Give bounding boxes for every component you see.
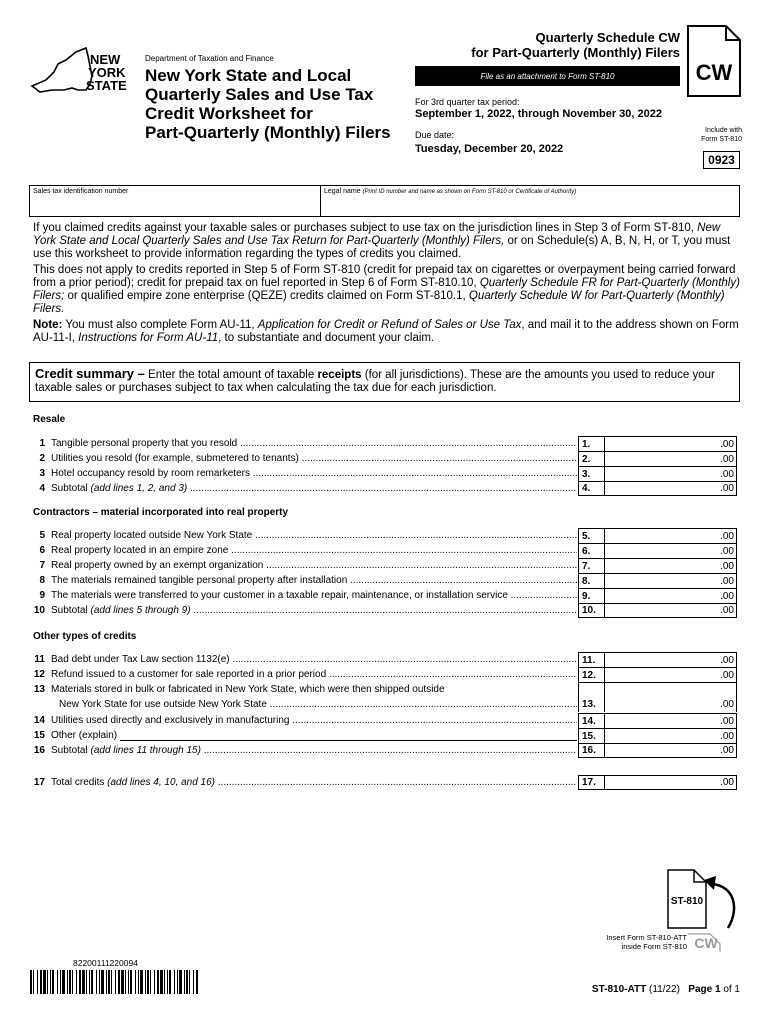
- schedule-title-line-2: for Part-Quarterly (Monthly) Filers: [471, 45, 680, 60]
- line-amount-field[interactable]: .00: [604, 652, 737, 667]
- department-name: Department of Taxation and Finance: [145, 54, 274, 63]
- line-text: The materials were transferred to your customer in a taxable repair, maintenance, or installation service: [51, 590, 508, 601]
- line-description: [51, 605, 577, 616]
- line-description: [51, 777, 577, 788]
- line-text: Utilities used directly and exclusively in manufacturing: [51, 715, 290, 726]
- line-description: [51, 560, 577, 571]
- section-heading-resale: Resale: [33, 414, 66, 425]
- line-amount-field[interactable]: .00: [604, 436, 737, 451]
- form-date: (11/22): [648, 984, 680, 995]
- line-description: [51, 453, 577, 464]
- due-date-value: Tuesday, December 20, 2022: [415, 143, 564, 155]
- line-row: [33, 588, 740, 603]
- line-row: [33, 667, 740, 682]
- section-heading-contractors: Contractors – material incorporated into real property: [33, 507, 289, 518]
- line-row: [33, 697, 740, 712]
- line-description: [51, 590, 577, 601]
- page-of: of 1: [723, 984, 740, 995]
- line-amount-field[interactable]: .00: [604, 603, 737, 618]
- line-description: [51, 684, 577, 695]
- line-note: (add lines 1, 2, and 3): [90, 483, 188, 494]
- line-row: [33, 466, 740, 481]
- line-row: [33, 728, 740, 743]
- line-box-number: 11.: [578, 652, 604, 667]
- text: Application for Credit or Refund of Sales or Use Tax: [257, 319, 522, 331]
- line-box-number: 9.: [578, 588, 604, 603]
- line-text: Utilities you resold (for example, submetered to tenants): [51, 453, 299, 464]
- line-box-number: 16.: [578, 743, 604, 758]
- text: , and mail it to the address shown on Form AU-11-I,: [33, 319, 739, 344]
- line-box-number: 3.: [578, 466, 604, 481]
- line-description: [51, 468, 577, 479]
- line-amount-field[interactable]: .00: [604, 481, 737, 496]
- line-description: [51, 745, 577, 756]
- form-id: ST-810-ATT: [591, 984, 647, 995]
- text: Enter the total amount of taxable: [144, 369, 318, 381]
- line-amount-field[interactable]: .00: [604, 528, 737, 543]
- line-box-number: 5.: [578, 528, 604, 543]
- schedule-title-line-1: Quarterly Schedule CW: [535, 30, 680, 45]
- note-label: Note:: [33, 319, 63, 331]
- line-amount-field[interactable]: .00: [604, 451, 737, 466]
- form-footer-id: [560, 984, 740, 995]
- instructions: [33, 222, 743, 348]
- period-value: September 1, 2022, through November 30, 2022: [415, 108, 662, 120]
- line-description: [51, 699, 577, 710]
- line-amount-field: [604, 682, 737, 697]
- line-description: [51, 438, 577, 449]
- insert-note-line: Insert Form ST-810-ATT: [606, 933, 687, 942]
- form-title-line: New York State and Local: [145, 66, 352, 85]
- line-number: 1: [39, 438, 45, 449]
- line-amount-field[interactable]: .00: [604, 775, 737, 790]
- line-box-number: 10.: [578, 603, 604, 618]
- schedule-document-icon: [686, 24, 742, 98]
- line-box-number: 12.: [578, 667, 604, 682]
- line-number: 4: [39, 483, 45, 494]
- form-code-box: 0923: [703, 151, 740, 169]
- identification-box: [29, 185, 740, 217]
- line-text: New York State for use outside New York State: [59, 699, 267, 710]
- line-row: [33, 775, 740, 790]
- legal-name-hint: (Print ID number and name as shown on Form ST-810 or Certificate of Authority): [362, 189, 577, 195]
- text: If you claimed credits against your taxable sales or purchases subject to use tax on the jurisdiction lines in Step 3 of Form ST-810,: [33, 222, 698, 234]
- include-note-line: Form ST-810: [701, 136, 742, 143]
- line-description: [51, 530, 577, 541]
- line-row: [33, 652, 740, 667]
- line-number: 3: [39, 468, 45, 479]
- explain-input[interactable]: [120, 731, 577, 741]
- line-description: [51, 715, 577, 726]
- line-number: 11: [34, 654, 45, 665]
- line-box-number: 7.: [578, 558, 604, 573]
- line-number: 9: [39, 590, 45, 601]
- line-text: The materials remained tangible personal property after installation: [51, 575, 348, 586]
- line-amount-field[interactable]: .00: [604, 543, 737, 558]
- page-word: Page: [688, 984, 713, 995]
- barcode-icon: [30, 970, 200, 994]
- credit-summary-heading: Credit summary –: [35, 366, 145, 381]
- line-amount-field[interactable]: .00: [604, 558, 737, 573]
- sales-tax-id-field[interactable]: Sales tax identification number: [33, 188, 129, 195]
- line-text: Hotel occupancy resold by room remarketers: [51, 468, 250, 479]
- line-number: 17: [33, 777, 45, 788]
- legal-name-label: Legal name: [324, 188, 361, 195]
- line-description: [51, 483, 577, 494]
- line-row: [33, 603, 740, 618]
- line-box-number: 2.: [578, 451, 604, 466]
- line-row: [33, 481, 740, 496]
- line-text: Subtotal: [51, 745, 91, 756]
- line-number: 6: [39, 545, 45, 556]
- line-amount-field[interactable]: .00: [604, 667, 737, 682]
- line-box-number: [578, 682, 604, 697]
- line-number: 5: [39, 530, 45, 541]
- line-row: [33, 682, 740, 697]
- logo-word-york: YORK: [88, 65, 126, 80]
- text: Quarterly Schedule W for Part-Quarterly (Monthly) Filers.: [33, 290, 725, 315]
- text: This does not apply to credits reported in Step 5 of Form ST-810 (credit for prepaid tax on cigarettes or overpayment being carried forward from a prior period); credit for prepaid tax on fuel reported in Step 6 of Form ST-810.10,: [33, 264, 736, 289]
- attachment-note: File as an attachment to Form ST-810: [415, 66, 680, 86]
- line-number: 7: [39, 560, 45, 571]
- line-box-number: 17.: [578, 775, 604, 790]
- line-row: [33, 713, 740, 728]
- line-text: Other (explain): [51, 730, 120, 741]
- include-note: [650, 126, 742, 144]
- line-text: Materials stored in bulk or fabricated in New York State, which were then shipped outside: [51, 684, 445, 695]
- include-note-line: Include with: [705, 127, 742, 134]
- line-number: 15: [33, 730, 45, 741]
- text: You must also complete Form AU-11,: [62, 319, 258, 331]
- line-amount-field[interactable]: .00: [604, 743, 737, 758]
- line-description: [51, 545, 577, 556]
- ny-state-logo: [28, 42, 136, 98]
- line-box-number: 13.: [578, 697, 604, 712]
- line-text: Real property located outside New York State: [51, 530, 253, 541]
- line-amount-field[interactable]: .00: [604, 466, 737, 481]
- line-box-number: 14.: [578, 713, 604, 728]
- line-amount-field[interactable]: .00: [604, 573, 737, 588]
- text: New York State and Local Quarterly Sales and Use Tax Return for Part-Quarterly (Monthly) Filers,: [33, 222, 721, 247]
- logo-word-state: STATE: [86, 78, 127, 93]
- text: Quarterly Schedule FR for Part-Quarterly (Monthly) Filers;: [33, 277, 740, 302]
- line-box-number: 4.: [578, 481, 604, 496]
- small-doc-label: ST-810: [670, 896, 704, 907]
- line-amount-field[interactable]: .00: [604, 588, 737, 603]
- line-row: [33, 543, 740, 558]
- line-number: 12: [33, 669, 45, 680]
- line-text: Real property located in an empire zone: [51, 545, 229, 556]
- line-number: 10: [33, 605, 45, 616]
- line-box-number: 8.: [578, 573, 604, 588]
- line-number: 2: [39, 453, 45, 464]
- line-amount-field[interactable]: .00: [604, 713, 737, 728]
- line-description: [51, 730, 577, 741]
- line-box-number: 15.: [578, 728, 604, 743]
- line-number: 13: [33, 684, 45, 695]
- line-box-number: 6.: [578, 543, 604, 558]
- line-box-number: 1.: [578, 436, 604, 451]
- logo-word-new: NEW: [90, 52, 121, 67]
- due-date-label: Due date:: [415, 130, 455, 140]
- line-row: [33, 558, 740, 573]
- line-text: Bad debt under Tax Law section 1132(e): [51, 654, 230, 665]
- instruction-paragraph: [33, 264, 743, 316]
- line-description: [51, 575, 577, 586]
- ny-map-outline-icon: [32, 48, 92, 92]
- line-note: (add lines 5 through 9): [90, 605, 191, 616]
- line-note: (add lines 11 through 15): [90, 745, 201, 756]
- line-text: Subtotal: [51, 483, 91, 494]
- period-label: For 3rd quarter tax period:: [415, 97, 520, 107]
- line-description: [51, 654, 577, 665]
- insert-note: [565, 933, 687, 951]
- text: , to substantiate and document your claim.: [218, 332, 435, 344]
- line-row: [33, 436, 740, 451]
- line-text: Total credits: [51, 777, 108, 788]
- text: or qualified empire zone enterprise (QEZE) credits claimed on Form ST-810.1,: [64, 290, 469, 302]
- line-amount-field[interactable]: .00: [604, 728, 737, 743]
- text: or on Schedule(s) A, B, N, H, or T, you must use this worksheet to provide information regarding the types of credits you claimed.: [33, 235, 731, 260]
- text: Instructions for Form AU-11: [78, 332, 219, 344]
- form-title-line: Part-Quarterly (Monthly) Filers: [145, 123, 391, 142]
- line-number: 8: [39, 575, 45, 586]
- schedule-title: [415, 30, 680, 60]
- line-text: Real property owned by an exempt organization: [51, 560, 264, 571]
- section-heading-other: Other types of credits: [33, 631, 137, 642]
- credit-summary-box: [29, 362, 740, 402]
- text: (for all jurisdictions). These are the amounts you used to reduce your taxable sales or purchases subject to tax when calculating the tax due for each jurisdiction.: [35, 369, 715, 394]
- field-divider: [320, 186, 321, 216]
- line-text: Refund issued to a customer for sale reported in a prior period: [51, 669, 327, 680]
- barcode-number: 82200111220094: [73, 958, 138, 968]
- schedule-code: CW: [695, 60, 733, 85]
- text: receipts: [317, 369, 362, 381]
- line-text: Tangible personal property that you resold: [51, 438, 238, 449]
- line-description: [51, 669, 577, 680]
- instruction-paragraph: [33, 319, 743, 345]
- line-row: [33, 451, 740, 466]
- line-text: Subtotal: [51, 605, 91, 616]
- line-amount-field[interactable]: .00: [604, 697, 737, 712]
- line-number: 16: [33, 745, 45, 756]
- instruction-paragraph: [33, 222, 743, 261]
- form-title: [145, 66, 415, 142]
- small-doc-code: CW: [694, 935, 718, 951]
- insert-note-line: inside Form ST-810: [621, 942, 687, 951]
- line-row: [33, 743, 740, 758]
- line-row: [33, 528, 740, 543]
- page-number: 1: [714, 984, 721, 995]
- line-number: 14: [33, 715, 45, 726]
- form-title-line: Quarterly Sales and Use Tax: [145, 85, 374, 104]
- line-note: (add lines 4, 10, and 16): [107, 777, 215, 788]
- legal-name-field[interactable]: [324, 188, 576, 195]
- line-row: [33, 573, 740, 588]
- form-title-line: Credit Worksheet for: [145, 104, 313, 123]
